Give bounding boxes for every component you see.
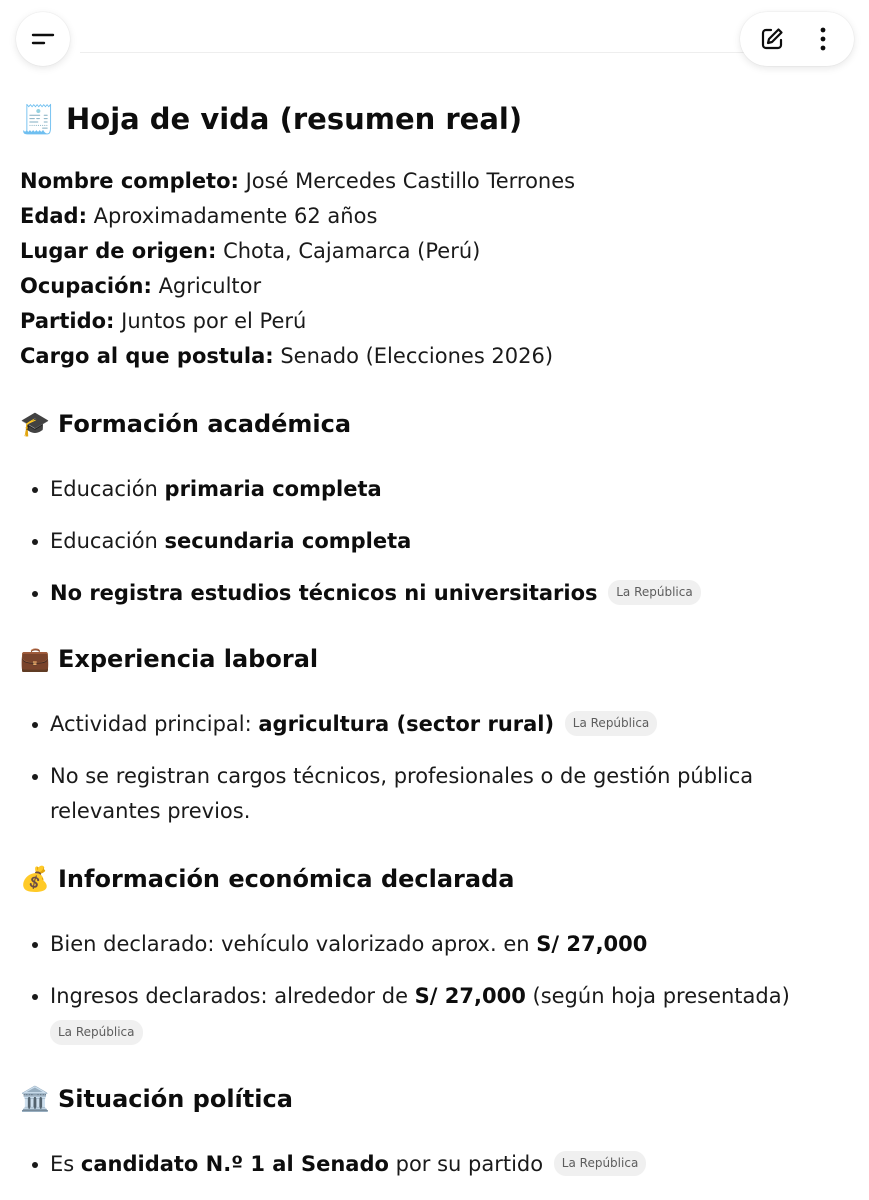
section-heading-economica: 💰 Información económica declarada — [20, 865, 515, 893]
receipt-icon: 🧾 — [20, 102, 56, 136]
graduation-cap-icon: 🎓 — [20, 410, 50, 438]
edit-pencil-icon — [758, 25, 786, 53]
menu-button[interactable] — [16, 12, 70, 66]
new-chat-button[interactable] — [750, 17, 794, 61]
list-item: No se registran cargos técnicos, profesionales o de gestión pública relevantes previos. — [20, 759, 780, 829]
source-chip[interactable]: La República — [50, 1020, 143, 1045]
menu-lines-icon — [21, 17, 65, 61]
page-title-text: Hoja de vida (resumen real) — [66, 102, 523, 136]
profile-summary — [20, 164, 850, 374]
politica-list — [20, 1147, 850, 1182]
section-heading-politica: 🏛️ Situación política — [20, 1085, 293, 1113]
list-item: No registra estudios técnicos ni universitarios La República — [20, 576, 850, 611]
section-heading-experiencia: 💼 Experiencia laboral — [20, 645, 319, 673]
page-title — [20, 96, 850, 142]
top-divider — [80, 52, 789, 53]
more-vertical-icon — [818, 26, 828, 52]
more-options-button[interactable] — [801, 17, 845, 61]
profile-line: Nombre completo: José Mercedes Castillo Terrones — [20, 169, 576, 193]
profile-line: Lugar de origen: Chota, Cajamarca (Perú) — [20, 239, 481, 263]
economica-list — [20, 927, 850, 1049]
money-bag-icon: 💰 — [20, 865, 50, 893]
classical-building-icon: 🏛️ — [20, 1085, 50, 1113]
profile-line: Ocupación: Agricultor — [20, 274, 262, 298]
briefcase-icon: 💼 — [20, 645, 50, 673]
source-chip[interactable]: La República — [565, 711, 658, 736]
list-item: Ingresos declarados: alrededor de S/ 27,000 (según hoja presentada) La República — [20, 979, 820, 1049]
profile-line: Edad: Aproximadamente 62 años — [20, 204, 378, 228]
profile-line: Cargo al que postula: Senado (Elecciones 2026) — [20, 344, 554, 368]
formacion-list — [20, 472, 850, 611]
list-item: Bien declarado: vehículo valorizado aprox. en S/ 27,000 — [20, 927, 850, 962]
top-bar — [0, 0, 869, 78]
list-item: Educación primaria completa — [20, 472, 850, 507]
list-item: Es candidato N.º 1 al Senado por su partido La República — [20, 1147, 850, 1182]
message-content — [20, 96, 850, 1182]
list-item: Educación secundaria completa — [20, 524, 850, 559]
header-actions — [740, 12, 854, 66]
list-item: Actividad principal: agricultura (sector rural) La República — [20, 707, 850, 742]
profile-line: Partido: Juntos por el Perú — [20, 309, 307, 333]
section-heading-formacion: 🎓 Formación académica — [20, 410, 352, 438]
experiencia-list — [20, 707, 850, 829]
source-chip[interactable]: La República — [608, 580, 701, 605]
source-chip[interactable]: La República — [554, 1151, 647, 1176]
